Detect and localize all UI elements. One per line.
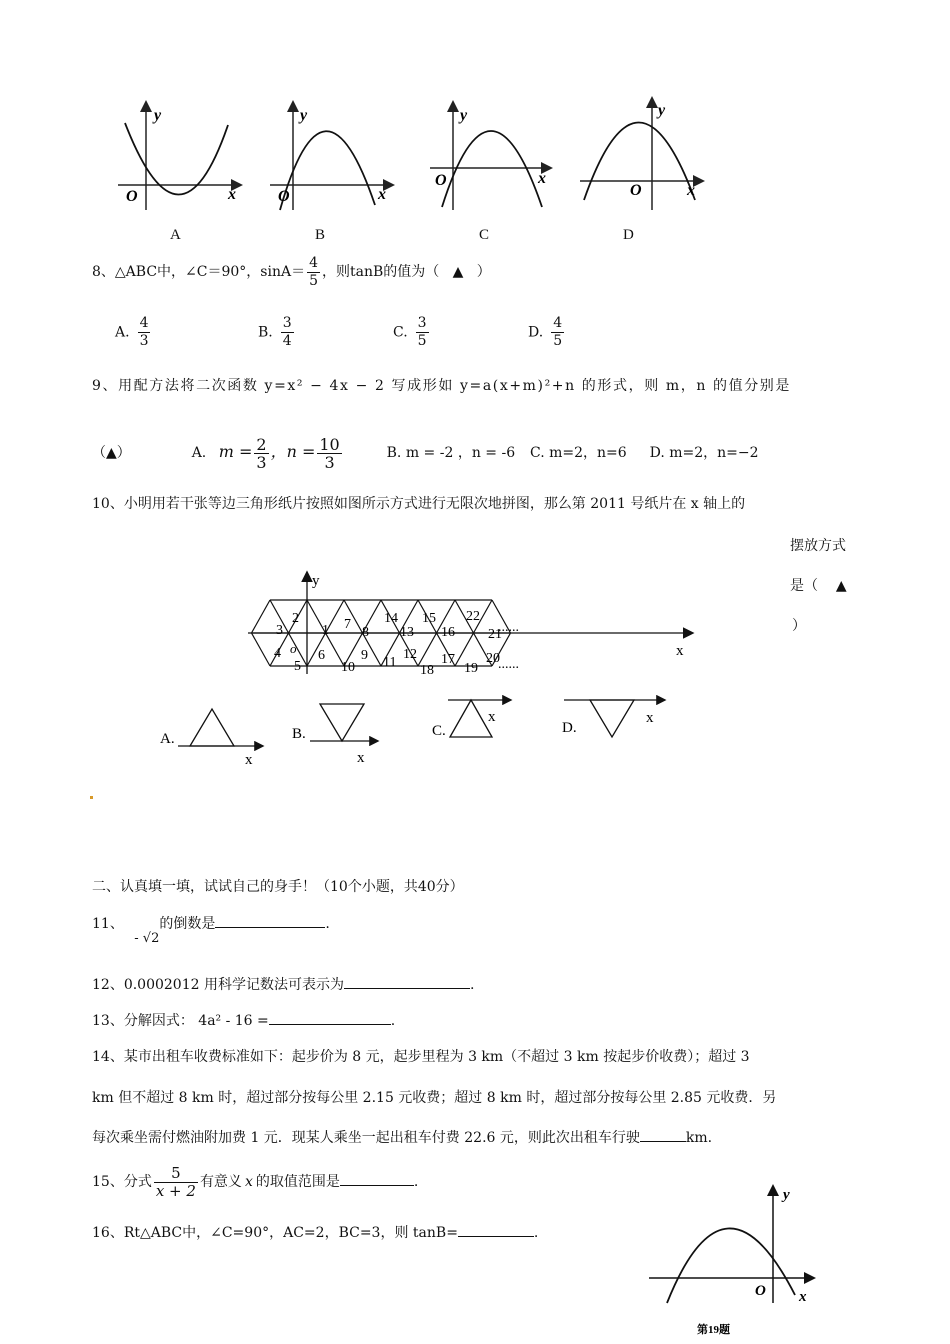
q10-ellipsis-top: ......: [498, 620, 519, 635]
q10-choice-d-label: D.: [562, 720, 577, 736]
q10-triangle-number: 19: [464, 661, 478, 676]
q9-option-d: D. m=2，n=−2: [649, 445, 759, 461]
q8-option-d-den: 5: [553, 333, 563, 349]
graph-b-x-label: x: [378, 186, 386, 203]
q10-choice-a-label: A.: [160, 731, 175, 747]
q10-choice-c: [432, 700, 510, 739]
q10-close: ）: [792, 618, 806, 634]
q10-triangle-number: 8: [362, 625, 369, 640]
q11-answer-blank[interactable]: [215, 913, 325, 928]
q10-choice-c-x: x: [488, 709, 496, 725]
q19-origin: O: [755, 1283, 766, 1299]
q12: [92, 974, 474, 994]
q13-answer-blank[interactable]: [269, 1010, 391, 1025]
q19-caption: 第19题: [697, 1324, 730, 1336]
q8-option-b-label: B.: [258, 324, 273, 341]
q10-open: 是（: [790, 578, 818, 594]
q10-triangle-number: 5: [294, 659, 301, 674]
q10-triangle-number: 20: [486, 651, 500, 666]
q10-choice-b-label: B.: [292, 726, 306, 742]
graph-label-a: A: [170, 227, 181, 243]
graph-c: [430, 103, 550, 210]
q10-triangle-number: 6: [318, 648, 325, 663]
graph-a-origin: O: [126, 188, 138, 205]
q13-expr: 4a² - 16 =: [198, 1013, 269, 1029]
q10-triangle-number: 2: [292, 611, 299, 626]
q12-answer-blank[interactable]: [344, 974, 470, 989]
graph-label-b: B: [315, 227, 326, 243]
q16: [92, 1222, 538, 1242]
q10-triangle-number: 3: [276, 623, 283, 638]
stray-dot: [90, 796, 93, 799]
q9-option-a-n-num: 10: [319, 434, 340, 454]
q10-choice-b-x: x: [357, 750, 365, 766]
q8-prefix: 8、△ABC中，∠C＝90°，sinA＝: [92, 264, 306, 280]
q12-end: .: [469, 977, 475, 993]
q16-text: 16、Rt△ABC中，∠C=90°，AC=2，BC=3，则 tanB=: [92, 1225, 458, 1241]
q10-triangle-number: 10: [341, 660, 355, 675]
q10-choice-a-x: x: [245, 752, 253, 768]
q10-choice-a: [160, 709, 262, 768]
q8-option-b-den: 4: [282, 333, 292, 349]
q9-close: ）: [116, 445, 131, 461]
q10-triangle-number: 7: [344, 617, 351, 632]
q10-triangle-number: 16: [441, 625, 455, 640]
q9-option-c: C. m=2，n=6: [530, 445, 627, 461]
q9-stem: 9、用配方法将二次函数 y=x² − 4x − 2 写成形如 y=a(x+m)²+n 的形式，则 m，n 的值分别是: [92, 378, 791, 394]
q10-choice-d-x: x: [646, 710, 654, 726]
q11-expr: - √2: [134, 931, 160, 946]
graph-label-c: C: [479, 227, 490, 243]
graph-c-y-label: y: [460, 107, 468, 124]
q10-triangle-number: 1: [322, 623, 329, 638]
q8-answer-mark: ▲: [452, 264, 464, 280]
q9-option-a-label: A.: [191, 445, 207, 461]
q10-triangle-number: 17: [441, 652, 455, 667]
q10-stem-line2: 摆放方式: [790, 538, 846, 554]
q8-sin-fraction: [307, 255, 320, 290]
q15-end: .: [413, 1174, 419, 1190]
q14-unit: km.: [685, 1130, 713, 1146]
q8-option-c: [393, 315, 431, 350]
q10-triangle-number: 13: [400, 625, 414, 640]
q14-line1: 14、某市出租车收费标准如下：起步价为 8 元，起步里程为 3 km（不超过 3 km 按起步价收费）；超过 3: [92, 1049, 750, 1065]
q9-answer-mark: ▲: [106, 445, 117, 461]
graph-b-origin: O: [278, 188, 290, 205]
q19-y-label: y: [783, 1187, 790, 1203]
q8-option-b: [258, 315, 296, 350]
q15-den: x + 2: [155, 1181, 196, 1200]
q10-tiling-figure: [240, 568, 710, 688]
q8-option-d-label: D.: [528, 324, 544, 341]
q10-triangle-number: 22: [466, 609, 480, 624]
q10-y-label: y: [312, 573, 320, 589]
q14-answer-blank[interactable]: [640, 1127, 686, 1142]
q10-stem: 10、小明用若干张等边三角形纸片按照如图所示方式进行无限次地拼图，那么第 2011 号纸片在 x 轴上的: [92, 496, 746, 512]
graph-d-origin: O: [630, 182, 642, 199]
graph-d-x-label: x: [687, 182, 695, 199]
q15-var: x: [244, 1174, 253, 1190]
q16-answer-blank[interactable]: [458, 1222, 534, 1237]
graph-c-x-label: x: [538, 170, 546, 187]
q10-x-label: x: [676, 643, 684, 659]
q8-close: ）: [476, 264, 491, 280]
q8-sin-den: 5: [309, 272, 319, 289]
q9-option-a-m: m =: [218, 442, 253, 461]
q19-x-label: x: [799, 1289, 807, 1305]
q9-open: （: [92, 445, 106, 461]
q8-option-a-den: 3: [139, 333, 149, 349]
q14-line2: km 但不超过 8 km 时，超过部分按每公里 2.15 元收费；超过 8 km 时，超过部分按每公里 2.85 元收费．另: [92, 1090, 777, 1106]
q10-triangle-number: 12: [403, 647, 417, 662]
q19-graph-figure: [645, 1183, 825, 1344]
graph-d-y-label: y: [658, 102, 666, 119]
q14-line3-text: 每次乘坐需付燃油附加费 1 元．现某人乘坐一起出租车付费 22.6 元，则此次出租车行驶: [92, 1130, 640, 1146]
q9-options: [92, 430, 759, 475]
graph-a-y-label: y: [154, 107, 162, 124]
q8-option-a-label: A.: [115, 324, 130, 341]
q8-option-d: [528, 315, 566, 350]
q8-option-b-num: 3: [282, 315, 292, 331]
graph-d: [580, 99, 702, 210]
q15-suffix: 的取值范围是: [255, 1174, 340, 1190]
q10-triangle-number: 11: [383, 655, 397, 670]
q8-option-c-label: C.: [393, 324, 408, 341]
graph-a: [118, 103, 240, 210]
q10-triangle-number: 14: [384, 611, 398, 626]
q11-end: .: [325, 916, 330, 932]
q9-option-a-m-den: 3: [256, 452, 267, 472]
q13-end: .: [390, 1013, 396, 1029]
q8-option-a: [115, 315, 152, 350]
q9-option-a-m-num: 2: [256, 434, 267, 454]
q12-text: 12、0.0002012 用科学记数法可表示为: [92, 977, 344, 993]
q10-stem-line3: [790, 575, 847, 595]
q13: [92, 1010, 395, 1030]
graph-b: [270, 103, 392, 210]
q15-num: 5: [154, 1165, 198, 1183]
q16-end: .: [533, 1225, 539, 1241]
q15: [92, 1162, 418, 1202]
q11-num: 11、: [92, 916, 124, 932]
q10-triangle-number: 9: [361, 648, 368, 663]
q8-sin-num: 4: [309, 254, 319, 271]
q8-option-d-num: 4: [553, 315, 563, 331]
q8-option-c-den: 5: [417, 333, 427, 349]
graph-label-d: D: [623, 227, 634, 243]
q8-stem: [92, 253, 491, 291]
q9-option-a-n-den: 3: [324, 452, 335, 472]
q8-option-c-num: 3: [417, 315, 427, 331]
q15-prefix: 15、分式: [92, 1174, 152, 1190]
graph-b-y-label: y: [300, 107, 308, 124]
q10-triangle-number: 18: [420, 663, 434, 678]
q10-ellipsis-bottom: ......: [498, 657, 519, 672]
q11-text: 的倒数是: [159, 916, 216, 932]
q10-origin: o: [290, 641, 297, 656]
q8-suffix: ，则tanB的值为（: [322, 264, 440, 280]
q15-mid: 有意义: [199, 1174, 242, 1190]
graph-a-x-label: x: [228, 186, 236, 203]
q8-option-a-num: 4: [139, 315, 149, 331]
q13-text: 13、分解因式：: [92, 1013, 194, 1029]
q10-triangle-number: 4: [274, 646, 281, 661]
q14-line3: [92, 1127, 712, 1147]
q10-choice-c-label: C.: [432, 723, 446, 739]
q9-option-b: B. m = -2 ，n = -6: [386, 445, 516, 461]
q11: [92, 913, 330, 946]
q15-answer-blank[interactable]: [340, 1171, 414, 1186]
q10-choices-figure: [150, 690, 680, 770]
section2-title: 二、认真填一填，试试自己的身手！（10个小题，共40分）: [92, 879, 464, 895]
q10-triangle-number: 21: [488, 627, 502, 642]
q10-answer-mark: ▲: [835, 578, 847, 594]
q9-option-a-n: ，n =: [270, 442, 316, 461]
q10-choice-b: [292, 704, 377, 766]
graph-c-origin: O: [435, 172, 447, 189]
q10-choice-d: [562, 700, 664, 737]
q10-triangle-number: 15: [422, 611, 436, 626]
